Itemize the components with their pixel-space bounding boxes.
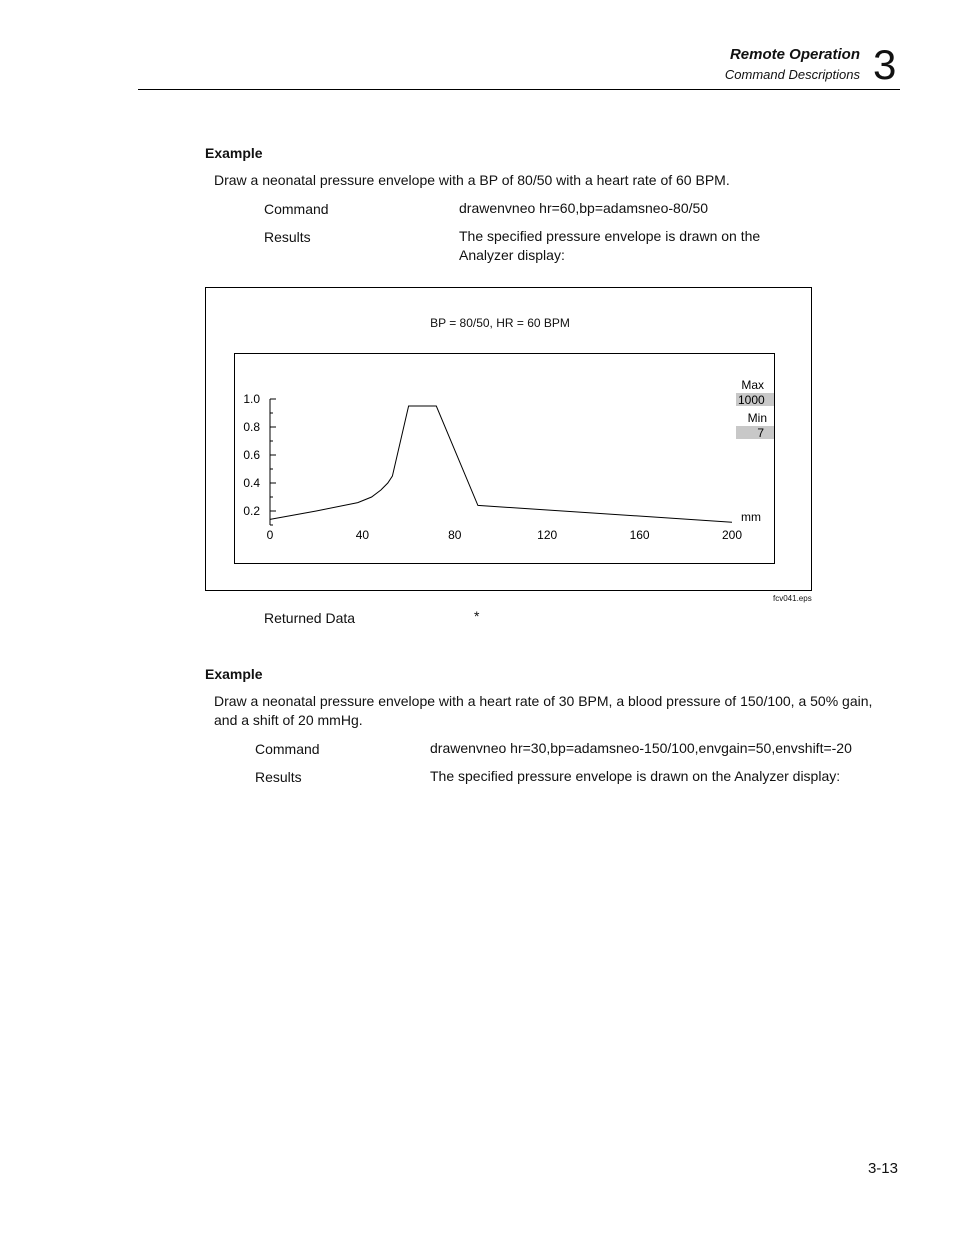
results-label-1: Results	[264, 229, 311, 245]
y-tick-label-0: 0.2	[243, 504, 260, 518]
results-value-2: The specified pressure envelope is drawn on the Analyzer display:	[430, 768, 841, 784]
results-value-1-line2: Analyzer display:	[459, 247, 565, 263]
y-tick-label-1: 0.4	[243, 476, 260, 490]
min-label: Min	[747, 411, 767, 425]
x-tick-label-5: 200	[721, 528, 743, 542]
min-value-box	[736, 426, 774, 439]
chart-plot-frame	[235, 354, 775, 564]
pressure-envelope-chart	[234, 353, 775, 564]
y-tick-label-4: 1.0	[243, 392, 260, 406]
x-tick-label-2: 80	[448, 528, 462, 542]
max-value: 1000	[738, 393, 765, 407]
results-label-2: Results	[255, 769, 302, 785]
page-number: 3-13	[867, 1160, 898, 1177]
x-tick-label-1: 40	[355, 528, 370, 542]
returned-data-label: Returned Data	[264, 610, 356, 626]
figure-file-id: fcv041.eps	[773, 594, 812, 603]
example-description-2-line2: and a shift of 20 mmHg.	[214, 712, 363, 728]
chart-title: BP = 80/50, HR = 60 BPM	[430, 316, 570, 330]
section-subtitle: Command Descriptions	[724, 67, 860, 82]
example-heading-1: Example	[205, 145, 263, 161]
returned-data-value: *	[474, 608, 480, 624]
example-description-2-line1: Draw a neonatal pressure envelope with a heart rate of 30 BPM, a blood pressure of 150/100, a 50% gain,	[214, 693, 873, 709]
example-description-1: Draw a neonatal pressure envelope with a BP of 80/50 with a heart rate of 60 BPM.	[214, 172, 730, 188]
y-tick-label-3: 0.8	[243, 420, 260, 434]
example-heading-2: Example	[205, 666, 263, 682]
results-value-1-line1: The specified pressure envelope is drawn on the	[459, 228, 761, 244]
max-label: Max	[741, 378, 764, 392]
min-value: 7	[757, 426, 764, 440]
command-value-1: drawenvneo hr=60,bp=adamsneo-80/50	[459, 200, 709, 216]
x-tick-label-0: 0	[266, 528, 274, 542]
header-rule	[138, 89, 900, 90]
command-label-2: Command	[255, 741, 320, 757]
command-label-1: Command	[264, 201, 329, 217]
x-axis-unit-label: mm	[741, 510, 761, 524]
x-tick-label-3: 120	[537, 528, 558, 542]
chapter-number: 3	[873, 41, 897, 88]
x-tick-label-4: 160	[629, 528, 650, 542]
y-tick-label-2: 0.6	[243, 448, 260, 462]
section-title: Remote Operation	[729, 46, 860, 63]
command-value-2: drawenvneo hr=30,bp=adamsneo-150/100,envgain=50,envshift=-20	[430, 740, 852, 756]
